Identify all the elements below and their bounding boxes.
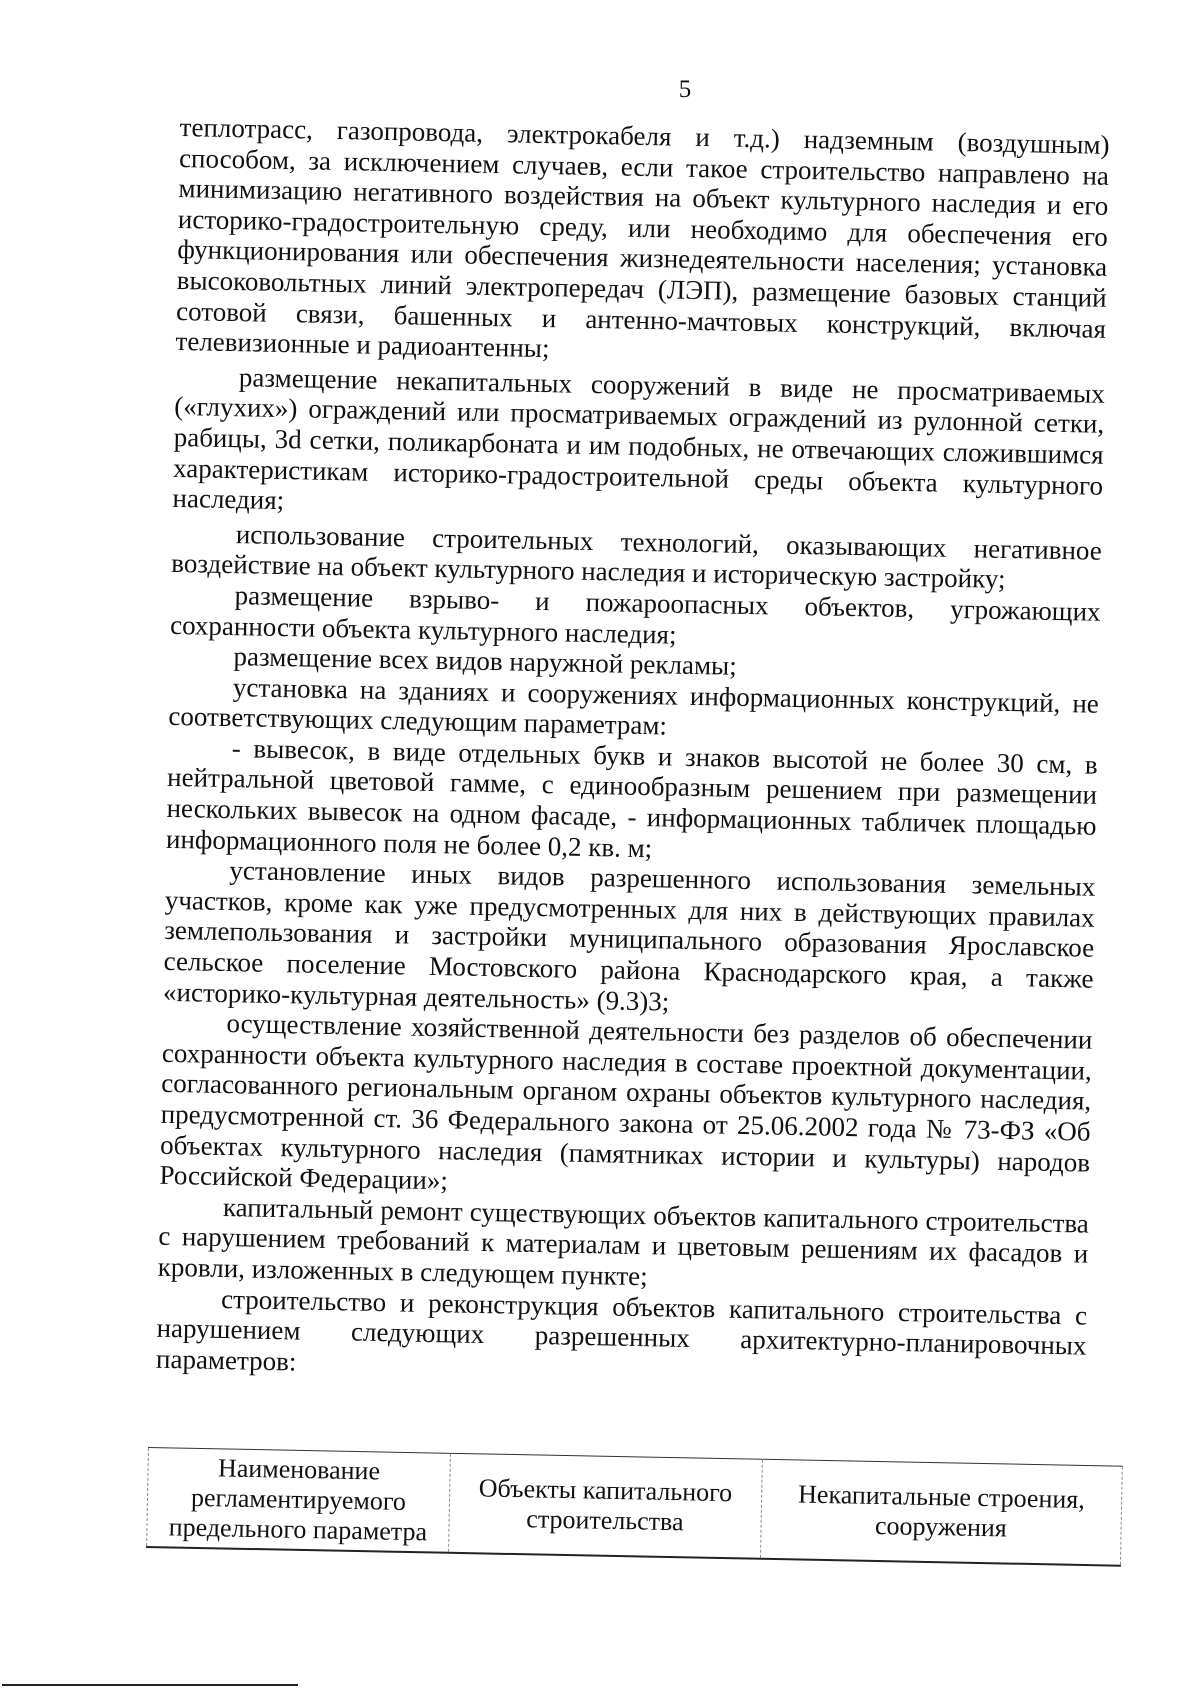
document-body — [156, 112, 1110, 1392]
paragraph-hazardous-objects: размещение взрыво- и пожароопасных объектов, угрожающих сохранности объекта культурного наследия; — [169, 580, 1101, 650]
table-header-non-capital-structures: Некапитальные строения, сооружения — [760, 1459, 1122, 1565]
paragraph-construction-technologies: использование строительных технологий, оказывающих негативное воздействие на объект культурного наследия и историческую застройку; — [171, 518, 1103, 595]
paragraph-construction-reconstruction: строительство и реконструкция объектов капитального строительства с нарушением следующих разрешенных архитектурно-планировочных параметров: — [155, 1283, 1088, 1377]
paragraph-signboards: - вывесок, в виде отдельных букв и знаков высотой не более 30 см, в нейтральной цветовой гамме, с единообразным решением при размещении нескольких вывесок на одном фасаде, - информационных табличек площадью информационного поля не более 0,2 кв. м; — [165, 732, 1098, 863]
paragraph-economic-activity: осуществление хозяйственной деятельности без разделов об обеспечении сохранности объекта культурного наследия в составе проектной документации, согласованного региональным органом охраны объектов культурного наследия, предусмотренной ст. 36 Федерального закона от 25.06.2002 года № 73-ФЗ «Об объектах культурного наследия (памятниках истории и культуры) народов Российской Федерации»; — [159, 1008, 1093, 1196]
table-header-capital-objects: Объекты капитального строительства — [448, 1453, 762, 1558]
paragraph-overhead-construction: теплотрасс, газопровода, электрокабеля и т.д.) надземным (воздушным) способом, за исключением случаев, если такое строительство направлено на минимизацию негативного воздействия на объект культурного наследия и его историко-градостроительную среду, или необходимо для обеспечения его функционирования или обеспечения жизнедеятельности населения; установка высоковольтных линий электропередач (ЛЭП), размещение базовых станций сотовой связи, башенных и антенно-мачтовых конструкций, включая телевизионные и радиоантенны; — [175, 112, 1110, 364]
table-header-parameter-name: Наименование регламентируемого предельного параметра — [147, 1448, 451, 1553]
paragraph-capital-repair: капитальный ремонт существующих объектов капитального строительства с нарушением требований к материалам и цветовым решениям их фасадов и кровли, изложенных в следующем пункте; — [157, 1191, 1090, 1292]
footnote-separator — [2, 1684, 298, 1686]
paragraph-fences: размещение некапитальных сооружений в виде не просматриваемых («глухих») ограждений или просматриваемых ограждений из рулонной сетки, рабицы, 3d сетки, поликарбоната и им подобных, не отвечающих сложившимся характеристикам историко-градостроительной среды объекта культурного наследия; — [172, 361, 1106, 516]
paragraph-information-structures: установка на зданиях и сооружениях информационных конструкций, не соответствующих следующим параметрам: — [168, 671, 1100, 741]
parameters-table — [146, 1447, 1123, 1567]
paragraph-land-use: установление иных видов разрешенного использования земельных участков, кроме как уже предусмотренных для них в действующих правилах землепользования и застройки муниципального образования Ярославское сельское поселение Мостовского района Краснодарского края, а также «историко-культурная деятельность» (9.3)3; — [162, 855, 1096, 1017]
table-header-row — [147, 1448, 1123, 1566]
paragraph-outdoor-advertising: размещение всех видов наружной рекламы; — [233, 641, 738, 681]
page-number: 5 — [678, 76, 692, 103]
